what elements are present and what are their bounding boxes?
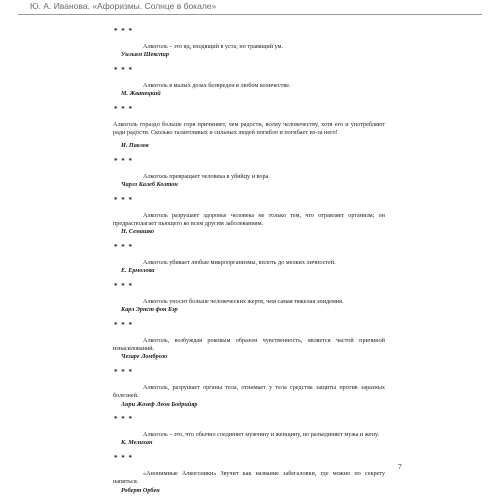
aphorism-entry bbox=[113, 282, 385, 315]
separator-stars: * * * bbox=[114, 104, 133, 113]
running-header bbox=[18, 0, 482, 15]
aphorism-text: Алкоголь превращает человека в убийцу и вора. bbox=[143, 172, 270, 180]
aphorism-author: Роберт Орбен bbox=[121, 486, 160, 494]
aphorism-author: Анри Жозеф Леон Бодрийяр bbox=[121, 400, 198, 408]
aphorism-text: Алкоголь – это, что обычно соединяет мужчину и женщину, но разъединяет мужа и жену. bbox=[143, 430, 380, 438]
aphorism-text: Алкоголь – это яд, входящий в уста, но травящий ум. bbox=[143, 43, 284, 50]
aphorism-author: Н. Семашко bbox=[121, 228, 155, 236]
aphorism-author: Е. Ермолова bbox=[121, 267, 155, 275]
aphorism-entry bbox=[113, 415, 385, 448]
aphorism-text: Алкоголь, разрушает органы тела, отнимает у тела средства защиты против заразных болезней. bbox=[113, 383, 385, 400]
aphorism-author: Чезаре Ломброзо bbox=[121, 353, 168, 361]
aphorism-entry bbox=[113, 196, 385, 237]
separator-stars: * * * bbox=[114, 65, 133, 74]
aphorism-author: К. Мелихан bbox=[121, 439, 153, 447]
aphorism-author: Чарлз Калеб Колтон bbox=[121, 181, 178, 189]
separator-stars: * * * bbox=[114, 281, 133, 290]
page-number: 7 bbox=[398, 462, 402, 471]
aphorism-author: Уильям Шекспир bbox=[121, 51, 169, 59]
separator-stars: * * * bbox=[114, 320, 133, 329]
aphorism-entry bbox=[113, 105, 385, 151]
aphorism-entry bbox=[113, 454, 385, 495]
aphorism-text: Алкоголь разрушает здоровье человека не только тем, что отравляет организм; он предрасполагает пьющего ко всем другим заболеваниям. bbox=[113, 211, 385, 228]
aphorism-text: «Анонимные Алкоголики» Звучит как название забегаловки, где можно по секрету напиться. bbox=[113, 469, 385, 486]
aphorism-entry bbox=[113, 66, 385, 99]
aphorism-entry bbox=[113, 368, 385, 409]
running-title: Ю. А. Иванова. «Афоризмы. Солнце в бокале» bbox=[30, 1, 217, 11]
separator-stars: * * * bbox=[114, 195, 133, 204]
aphorism-author: И. Павлов bbox=[121, 142, 149, 150]
separator-stars: * * * bbox=[114, 453, 133, 462]
aphorism-text: Алкоголь убивает любые микроорганизмы, вплоть до мелких личностей. bbox=[143, 258, 336, 266]
aphorism-author: Карл Эрнст фон Бэр bbox=[121, 306, 178, 314]
aphorism-entry bbox=[113, 27, 385, 60]
aphorism-text: Алкоголь в малых дозах безвреден в любом количестве. bbox=[143, 81, 291, 89]
aphorism-text: Алкоголь, возбуждая роковым образом чувственность, является частой причиной изнасилований. bbox=[113, 336, 385, 352]
separator-stars: * * * bbox=[114, 242, 133, 251]
aphorism-entry bbox=[113, 321, 385, 362]
aphorism-entry bbox=[113, 157, 385, 190]
aphorism-text: Алкоголь уносит больше человеческих жертв, чем самая тяжелая эпидемия. bbox=[143, 297, 344, 305]
separator-stars: * * * bbox=[114, 156, 133, 165]
aphorism-list bbox=[113, 27, 385, 495]
aphorism-text: Алкоголь гораздо больше горя причиняет, чем радости, всему человечеству, хотя его и употребляют ради радости. Сколько талантливых и сильных людей погибло и погибает из-за него! bbox=[113, 120, 385, 137]
separator-stars: * * * bbox=[114, 367, 133, 376]
aphorism-author: М. Жванецкий bbox=[121, 90, 161, 98]
separator-stars: * * * bbox=[114, 414, 133, 423]
separator-stars: * * * bbox=[114, 27, 133, 35]
aphorism-entry bbox=[113, 243, 385, 276]
